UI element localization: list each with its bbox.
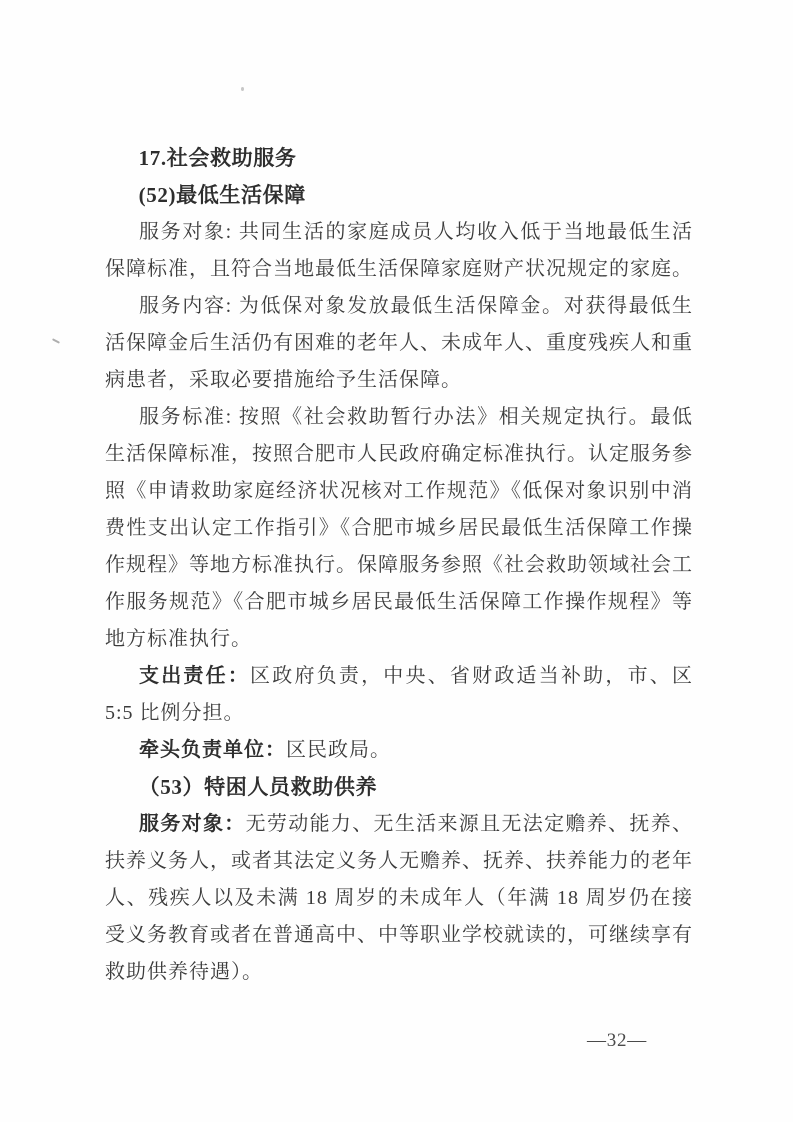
paragraph-lead: 服务标准: bbox=[139, 406, 233, 428]
paragraph-text: 区民政局。 bbox=[286, 739, 391, 761]
item-52-paragraph-service-target bbox=[105, 214, 693, 288]
document-content bbox=[105, 140, 693, 991]
item-52-heading: (52)最低生活保障 bbox=[138, 183, 306, 207]
item-52-paragraph-service-standard bbox=[105, 399, 693, 658]
item-53-heading: （53）特困人员救助供养 bbox=[138, 775, 378, 799]
paragraph-lead: 服务内容: bbox=[139, 295, 233, 317]
scan-speck-icon bbox=[241, 87, 244, 91]
item-52-paragraph-lead-unit bbox=[105, 732, 693, 769]
paragraph-text: 按照《社会救助暂行办法》相关规定执行。最低生活保障标准，按照合肥市人民政府确定标准执行。认定服务参照《申请救助家庭经济状况核对工作规范》《低保对象识别中消费性支出认定工作指引》《合肥市城乡居民最低生活保障工作操作规程》等地方标准执行。保障服务参照《社会救助领域社会工作服务规范》《合肥市城乡居民最低生活保障工作操作规程》等地方标准执行。 bbox=[105, 406, 693, 650]
paragraph-text: 为低保对象发放最低生活保障金。对获得最低生活保障金后生活仍有困难的老年人、未成年人、重度残疾人和重病患者，采取必要措施给予生活保障。 bbox=[105, 295, 693, 391]
item-52-paragraph-expenditure-responsibility bbox=[105, 658, 693, 732]
paragraph-text: 区政府负责，中央、省财政适当补助，市、区 5:5 比例分担。 bbox=[105, 665, 694, 724]
item-52-paragraph-service-content bbox=[105, 288, 693, 399]
item-53-paragraph-service-target bbox=[105, 806, 693, 991]
paragraph-lead: 服务对象: bbox=[139, 221, 233, 243]
paragraph-lead: 支出责任： bbox=[139, 665, 251, 687]
paragraph-text: 共同生活的家庭成员人均收入低于当地最低生活保障标准，且符合当地最低生活保障家庭财产状况规定的家庭。 bbox=[105, 221, 693, 280]
paragraph-text: 无劳动能力、无生活来源且无法定赡养、抚养、扶养义务人，或者其法定义务人无赡养、抚养、扶养能力的老年人、残疾人以及未满 18 周岁的未成年人（年满 18 周岁仍在接受义务教育或者在普通高中、中等职业学校就读的，可继续享有救助供养待遇）。 bbox=[105, 813, 694, 983]
section-heading: 17.社会救助服务 bbox=[138, 146, 297, 170]
paragraph-lead: 服务对象： bbox=[139, 813, 246, 835]
paragraph-lead: 牵头负责单位： bbox=[139, 739, 286, 761]
page-number: —32— bbox=[586, 1030, 647, 1051]
scan-mark-icon bbox=[52, 338, 60, 344]
